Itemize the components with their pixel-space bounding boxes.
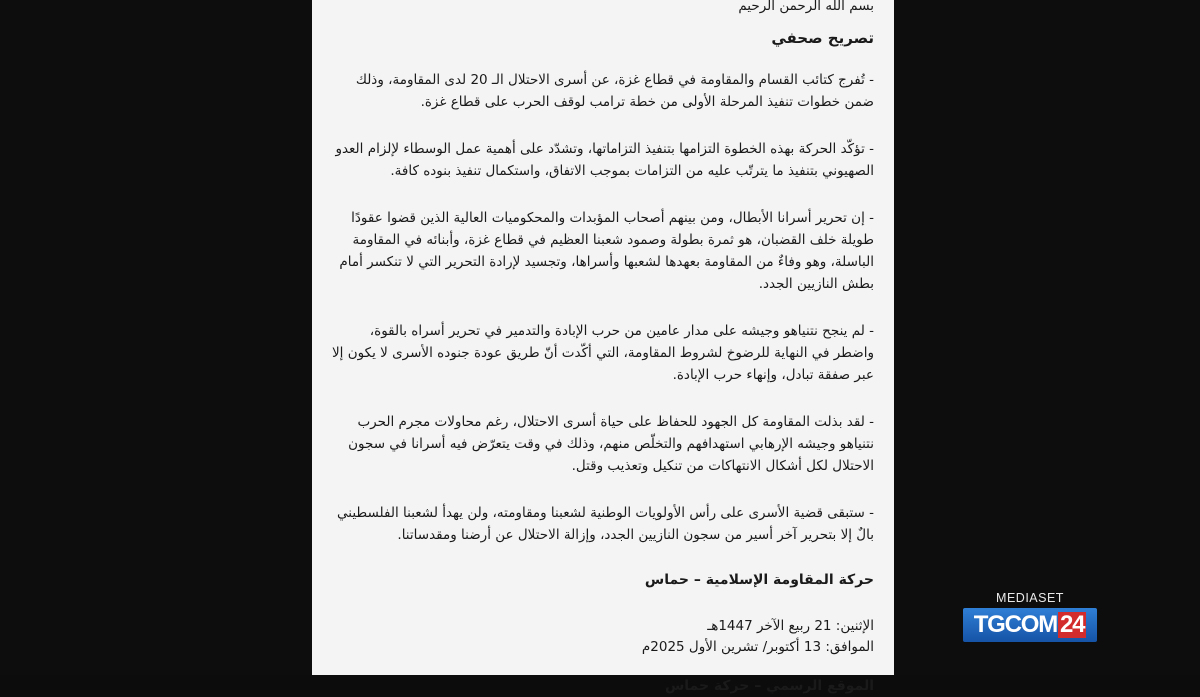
paragraph-6: - ستبقى قضية الأسرى على رأس الأولويات الوطنية لشعبنا ومقاومته، ولن يهدأ لشعبنا الفلسطيني بالٌ إلا بتحرير آخر أسير من سجون النازيين الجدد، وإزالة الاحتلال عن أرضنا ومقدساتنا. xyxy=(337,505,874,543)
paragraph-3: - إن تحرير أسرانا الأبطال، ومن بينهم أصحاب المؤبدات والمحكوميات العالية الذين قضوا عقودًا طويلة خلف القضبان، هو ثمرة بطولة وصمود شعبنا العظيم في قطاع غزة، وأبنائه في المقاومة الباسلة، وهو وفاءٌ من المقاومة بعهدها لشعبها وأسراها، وتجسيد لإرادة التحرير التي لا تنكسر أمام بطش النازيين الجدد. xyxy=(339,210,874,292)
date-block xyxy=(326,616,874,658)
tgcom-wordmark: TGCOM xyxy=(973,611,1058,638)
tgcom24-badge xyxy=(963,608,1097,642)
paragraph-4: - لم ينجح نتنياهو وجيشه على مدار عامين من حرب الإبادة والتدمير في تحرير أسراه بالقوة، واضطر في النهاية للرضوخ لشروط المقاومة، التي أكّدت أنّ طريق عودة جنوده الأسرى لا يكون إلا عبر صفقة تبادل، وإنهاء حرب الإبادة. xyxy=(331,323,874,383)
left-black-border xyxy=(0,0,312,675)
paragraph-1: - تُفرج كتائب القسام والمقاومة في قطاع غزة، عن أسرى الاحتلال الـ 20 لدى المقاومة، وذلك ضمن خطوات تنفيذ المرحلة الأولى من خطة ترامب لوقف الحرب على قطاع غزة. xyxy=(355,72,874,110)
tgcom24-logo xyxy=(963,591,1097,643)
press-release-heading: تصريح صحفي xyxy=(771,29,874,47)
official-website-line: الموقع الرسمي – حركة حماس xyxy=(664,678,874,694)
paragraph-5: - لقد بذلت المقاومة كل الجهود للحفاظ على حياة أسرى الاحتلال، رغم محاولات مجرم الحرب نتنياهو وجيشه الإرهابي استهدافهم والتخلّص منهم، وذلك في وقت يتعرّض فيه أسرانا في سجون الاحتلال لكل أشكال الانتهاكات من تنكيل وتعذيب وقتل. xyxy=(348,414,874,474)
paragraph-2: - تؤكّد الحركة بهذه الخطوة التزامها بتنفيذ التزاماتها، وتشدّد على أهمية عمل الوسطاء لإلزام العدو الصهيوني بتنفيذ ما يترتّب عليه من التزامات بموجب الاتفاق، واستكمال تنفيذ بنوده كافة. xyxy=(335,141,874,179)
basmala: بسم الله الرحمن الرحيم xyxy=(738,0,874,14)
tgcom-number: 24 xyxy=(1060,611,1085,638)
press-release-page xyxy=(312,0,894,694)
date-gregorian: الموافق: 13 أكتوبر/ تشرين الأول 2025م xyxy=(641,639,874,655)
tgcom-text xyxy=(974,608,1087,642)
signature: حركة المقاومة الإسلامية – حماس xyxy=(644,572,874,588)
press-release-content xyxy=(326,0,874,697)
mediaset-label: MEDIASET xyxy=(996,591,1064,605)
right-black-border xyxy=(894,0,1200,675)
date-hijri: الإثنين: 21 ربيع الآخر 1447هـ xyxy=(707,618,874,634)
